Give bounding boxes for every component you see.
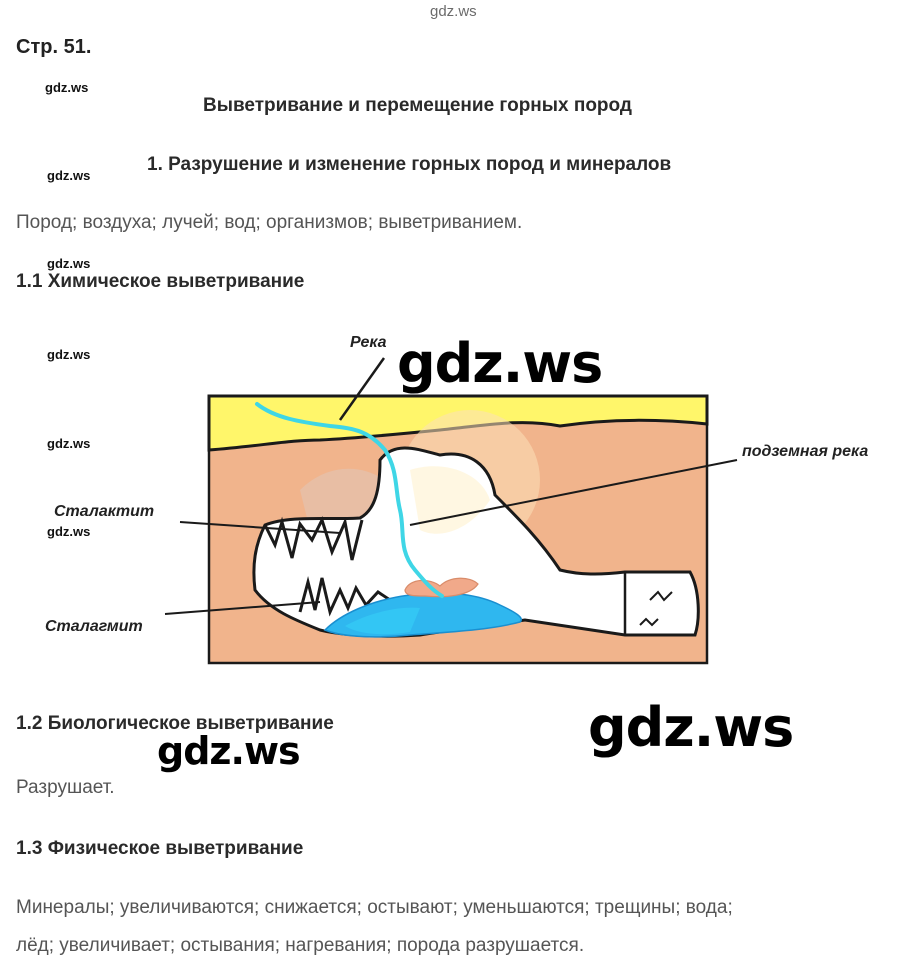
physical-answer-line1: Минералы; увеличиваются; снижается; остывают; уменьшаются; трещины; вода; <box>16 897 733 918</box>
label-stalactite: Сталактит <box>54 503 155 520</box>
watermark-large: gdz.ws <box>588 696 794 759</box>
watermark-top: gdz.ws <box>430 3 477 20</box>
biological-answer: Разрушает. <box>16 777 115 798</box>
watermark-small: gdz.ws <box>47 524 91 539</box>
page-number: Стр. 51. <box>16 36 92 58</box>
watermark-small: gdz.ws <box>45 80 89 95</box>
watermark-small: gdz.ws <box>47 168 91 183</box>
section-title: 1. Разрушение и изменение горных пород и минералов <box>147 154 672 175</box>
heading-physical: 1.3 Физическое выветривание <box>16 838 304 859</box>
watermark-medium: gdz.ws <box>157 729 300 773</box>
physical-answer-line2: лёд; увеличивает; остывания; нагревания; порода разрушается. <box>16 935 585 956</box>
label-underground-river: подземная река <box>742 443 869 460</box>
watermark-small: gdz.ws <box>47 347 91 362</box>
watermark-small: gdz.ws <box>47 256 91 271</box>
intro-answer: Пород; воздуха; лучей; вод; организмов; выветриванием. <box>16 212 523 233</box>
watermark-small: gdz.ws <box>47 436 91 451</box>
label-stalagmite: Сталагмит <box>45 618 143 635</box>
heading-biological: 1.2 Биологическое выветривание <box>16 713 334 734</box>
heading-chemical: 1.1 Химическое выветривание <box>16 271 305 292</box>
watermark-large: gdz.ws <box>397 332 603 395</box>
page-title: Выветривание и перемещение горных пород <box>203 95 632 116</box>
label-river: Река <box>350 334 387 351</box>
